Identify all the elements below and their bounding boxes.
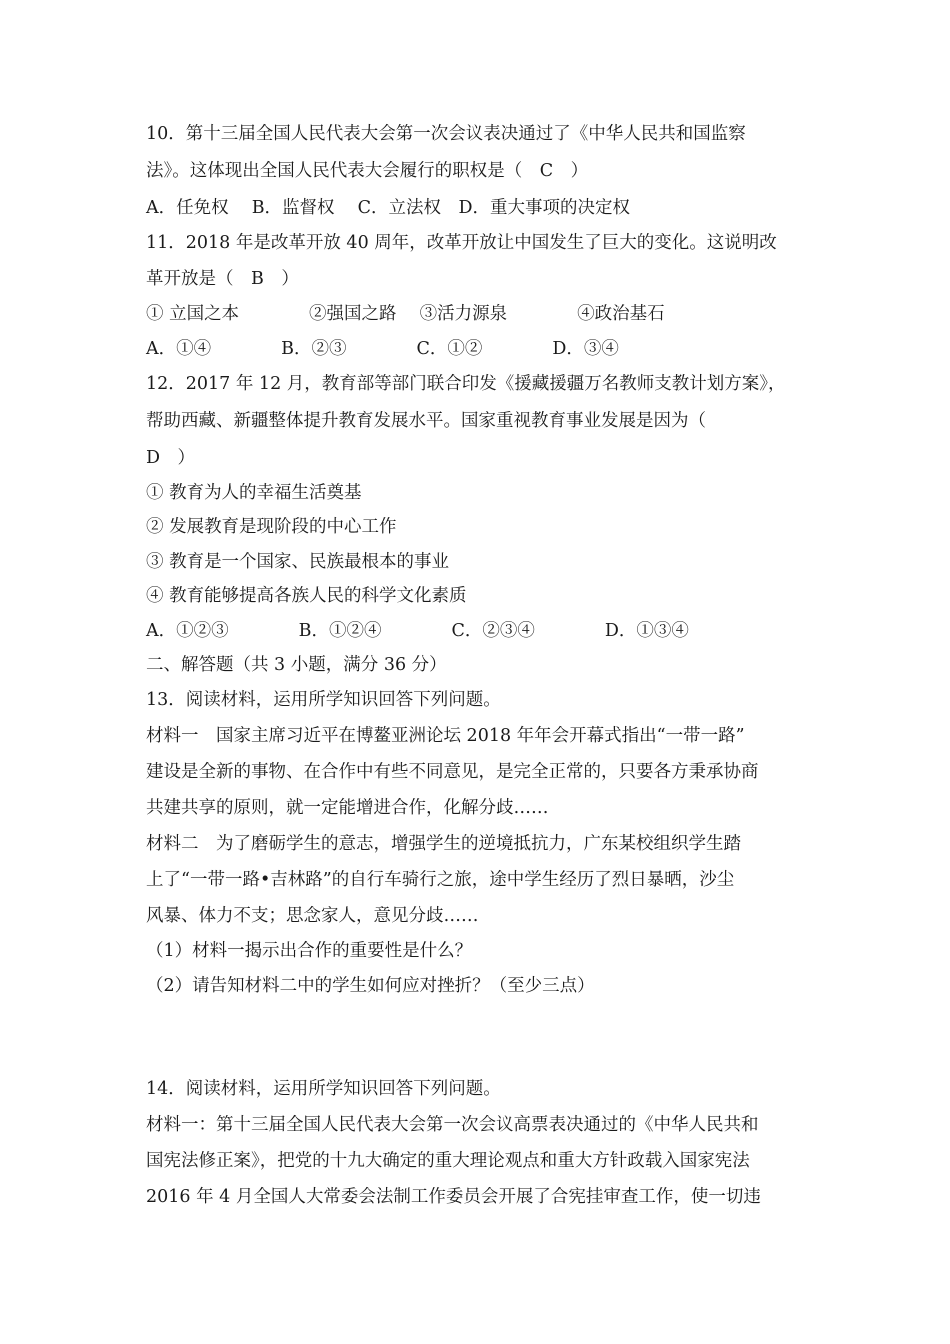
q13-material-2-line-2: 上了“一带一路•吉林路”的自行车骑行之旅，途中学生经历了烈日暴晒，沙尘 bbox=[146, 870, 735, 890]
q12-statement-2: ② 发展教育是现阶段的中心工作 bbox=[146, 517, 397, 537]
q13-question-1: （1）材料一揭示出合作的重要性是什么？ bbox=[146, 941, 473, 961]
q10-options: A．任免权 B．监督权 C．立法权 D．重大事项的决定权 bbox=[146, 198, 631, 218]
q12-line-2: 帮助西藏、新疆整体提升教育发展水平。国家重视教育事业发展是因为（ bbox=[146, 411, 706, 431]
q10-line-1: 10．第十三届全国人民代表大会第一次会议表决通过了《中华人民共和国监察 bbox=[146, 124, 746, 144]
section-heading: 二、解答题（共 3 小题，满分 36 分） bbox=[146, 655, 447, 675]
q13-material-1-line-3: 共建共享的原则，就一定能增进合作，化解分歧…… bbox=[146, 798, 549, 818]
q11-line-1: 11．2018 年是改革开放 40 周年，改革开放让中国发生了巨大的变化。这说明改 bbox=[146, 233, 777, 253]
q10-line-2: 法》。这体现出全国人民代表大会履行的职权是（ C ） bbox=[146, 161, 589, 181]
q11-statements: ① 立国之本 ②强国之路 ③活力源泉 ④政治基石 bbox=[146, 304, 665, 324]
q13-material-2-line-1: 材料二 为了磨砺学生的意志，增强学生的逆境抵抗力，广东某校组织学生踏 bbox=[146, 834, 741, 854]
q14-material-1-line-3: 2016 年 4 月全国人大常委会法制工作委员会开展了合宪挂审查工作，使一切违 bbox=[146, 1187, 761, 1207]
q13-prompt: 13．阅读材料，运用所学知识回答下列问题。 bbox=[146, 690, 501, 710]
q13-material-1-line-2: 建设是全新的事物、在合作中有些不同意见，是完全正常的，只要各方秉承协商 bbox=[146, 762, 759, 782]
q14-material-1-line-2: 国宪法修正案》，把党的十九大确定的重大理论观点和重大方针政载入国家宪法 bbox=[146, 1151, 750, 1171]
q12-statement-3: ③ 教育是一个国家、民族最根本的事业 bbox=[146, 552, 450, 572]
q12-statement-4: ④ 教育能够提高各族人民的科学文化素质 bbox=[146, 586, 467, 606]
q13-material-2-line-3: 风暴、体力不支；思念家人，意见分歧…… bbox=[146, 906, 479, 926]
q12-line-1: 12．2017 年 12 月，教育部等部门联合印发《援藏援疆万名教师支教计划方案》， bbox=[146, 374, 786, 394]
q11-line-2: 革开放是（ B ） bbox=[146, 269, 299, 289]
q13-question-2: （2）请告知材料二中的学生如何应对挫折？（至少三点） bbox=[146, 976, 595, 996]
q11-options: A．①④ B．②③ C．①② D．③④ bbox=[146, 339, 619, 359]
q12-line-3: D ） bbox=[146, 448, 196, 468]
q14-prompt: 14．阅读材料，运用所学知识回答下列问题。 bbox=[146, 1079, 501, 1099]
q13-material-1-line-1: 材料一 国家主席习近平在博鳌亚洲论坛 2018 年年会开幕式指出“一带一路” bbox=[146, 726, 745, 746]
q12-statement-1: ① 教育为人的幸福生活奠基 bbox=[146, 483, 362, 503]
q12-options: A．①②③ B．①②④ C．②③④ D．①③④ bbox=[146, 621, 689, 641]
q14-material-1-line-1: 材料一：第十三届全国人民代表大会第一次会议高票表决通过的《中华人民共和 bbox=[146, 1115, 759, 1135]
